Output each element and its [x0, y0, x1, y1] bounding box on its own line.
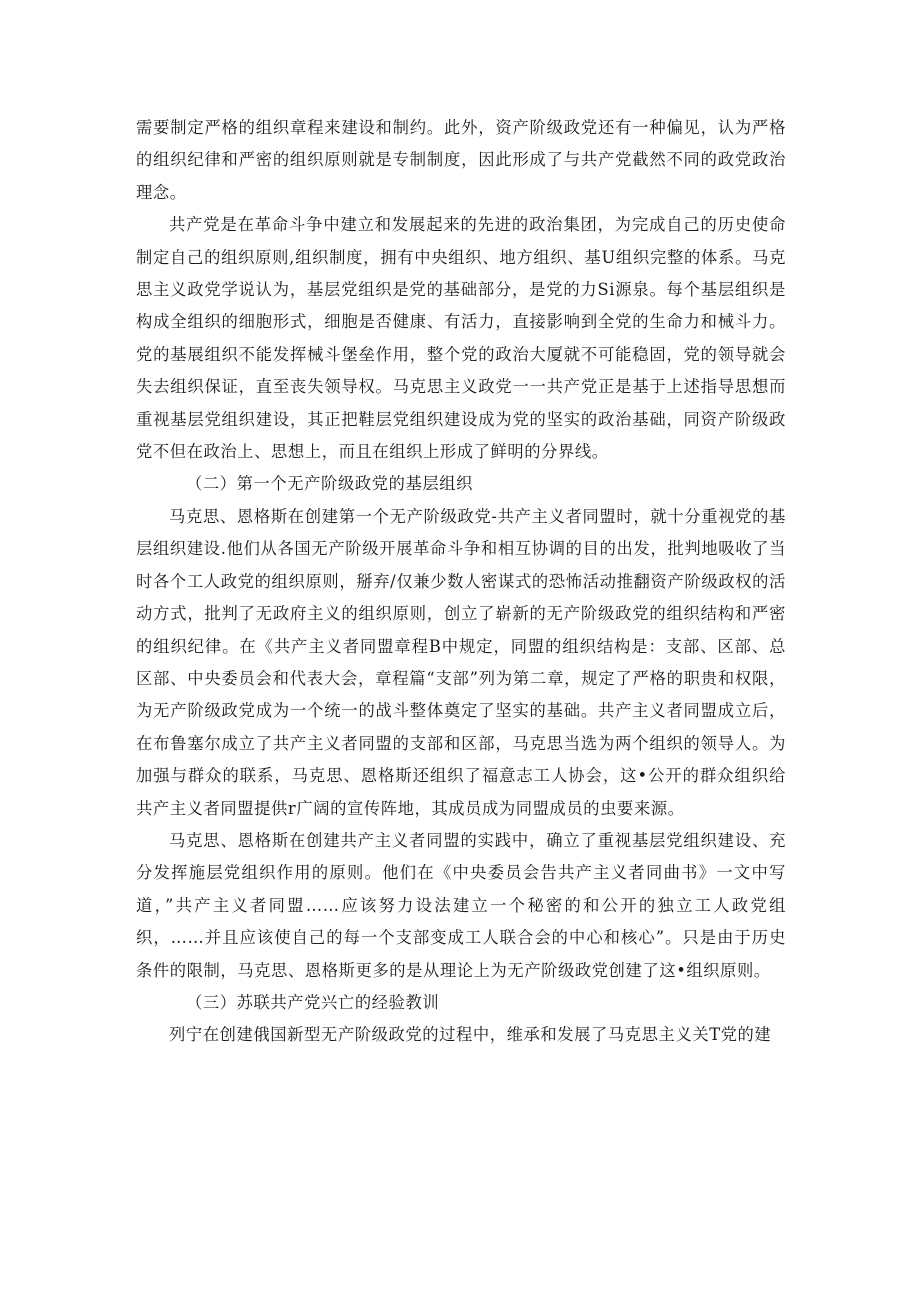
document-body	[136, 112, 786, 1052]
paragraph-3: 马克思、恩格斯在创建第一个无产阶级政党-共产主义者同盟时，就十分重视党的基层组织建设.他们从各国无产阶级开展革命斗争和相互协调的目的出发，批判地吸收了当时各个工人政党的组织原则，掰弃/仅兼少数人密谋式的恐怖活动推翻资产阶级政权的活动方式，批判了无政府主义的组织原则，创立了崭新的无产阶级政党的组织结构和严密的组织纪律。在《共产主义者同盟章程B中规定，同盟的组织结构是：支部、区部、总区部、中央委员会和代表大会，章程篇“支部”列为第二章，规定了严格的职贵和权限，为无产阶级政党成为一个统一的战斗整体奠定了坚实的基础。共产主义者同盟成立后，在布鲁塞尔成立了共产主义者同盟的支部和区部，马克思当选为两个组织的领导人。为加强与群众的联系，马克思、恩格斯还组织了福意志工人协会，这•公开的群众组织给共产主义者同盟提供r广阔的宣传阵地，其成员成为同盟成员的虫要来源。	[136, 506, 786, 818]
paragraph-2: 共产党是在革命斗争中建立和发展起来的先进的政治集团，为完成自己的历史使命制定自己的组织原则,组织制度，拥有中央组织、地方组织、基U组织完整的体系。马克思主义政党学说认为，基层党组织是党的基础部分，是党的力Si源泉。每个基层组织是构成全组织的细胞形式，细胞是否健康、有活力，直接影响到全党的生命力和械斗力。党的基展组织不能发挥械斗堡垒作用，整个党的政治大厦就不可能稳固，党的领导就会失去组织保证，直至丧失领导权。马克思主义政党一一共产党正是基于上述指导思想而重视基层党组织建设，其正把鞋层党组织建设成为党的坚实的政治基础，同资产阶级政党不但在政治上、思想上，而且在组织上形成了鲜明的分界线。	[136, 215, 786, 462]
paragraph-5: 列宁在创建俄国新型无产阶级政党的过程中，维承和发展了马克思主义关T党的建	[169, 1025, 772, 1045]
section-heading-2: （二）第一个无产阶级政党的基层组织	[186, 474, 473, 494]
paragraph-1: 需要制定严格的组织章程来建设和制约。此外，资产阶级政党还有一种偏见，认为严格的组织纪律和严密的组织原则就是专制制度，因此形成了与共产党截然不同的政党政治理念。	[136, 118, 786, 202]
paragraph-4: 马克思、恩格斯在创建共产主义者同盟的实践中，确立了重视基层党组织建设、充分发挥施层党组织作用的原则。他们在《中央委员会告共产主义者同曲书》一文中写道，”共产主义者同盟……应该努力设法建立一个秘密的和公开的独立工人政党组织，……并且应该使自己的每一个支部变成工人联合会的中心和核心”。只是由于历史条件的限制，马克思、恩格斯更多的是从理论上为无产阶级政党创建了这•组织原则。	[136, 830, 786, 980]
section-heading-3: （三）苏联共产党兴亡的经验教训	[186, 992, 440, 1012]
